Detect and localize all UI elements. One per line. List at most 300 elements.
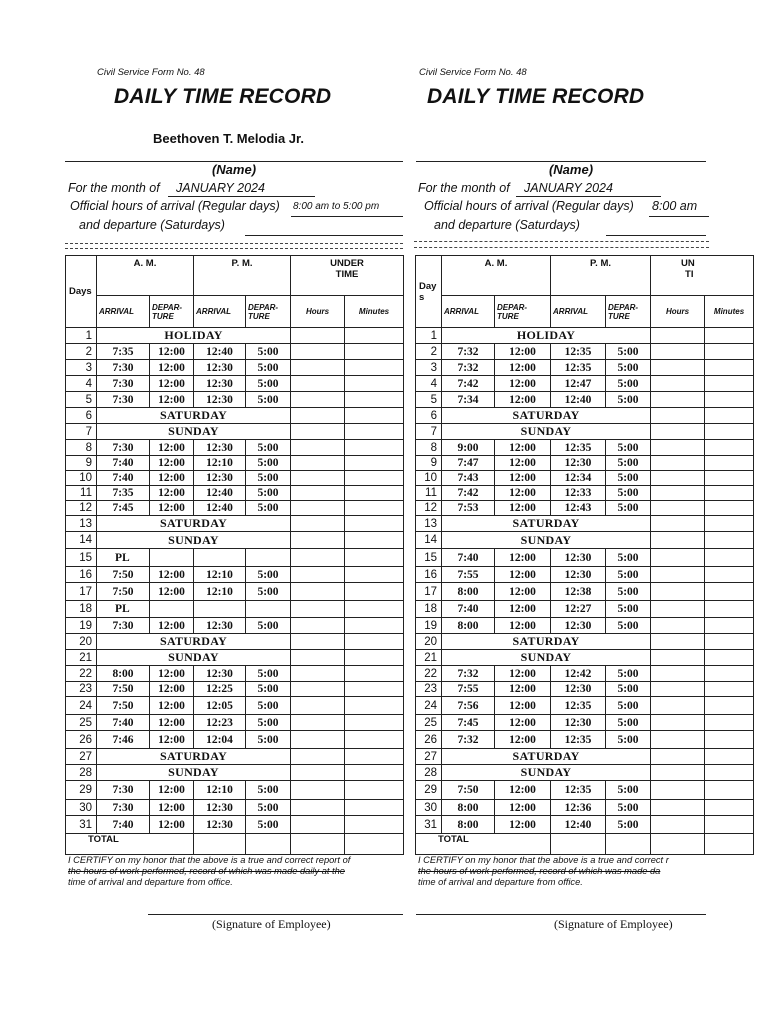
am-arrival: 8:00: [97, 666, 150, 682]
day-number: 11: [66, 486, 97, 501]
table-row: [66, 583, 404, 601]
pm-departure: 5:00: [606, 344, 651, 360]
certify-statement: [418, 855, 738, 888]
month-value: JANUARY 2024: [176, 181, 265, 195]
table-row: [66, 618, 404, 634]
am-arrival: 7:40: [97, 456, 150, 471]
undertime-hours: [651, 440, 705, 456]
minutes-header: Minutes: [705, 296, 754, 328]
day-number: 20: [416, 634, 442, 650]
undertime-minutes: [345, 471, 404, 486]
pm-arrival: 12:30: [194, 392, 246, 408]
table-row: [416, 715, 754, 731]
signature-line: [148, 914, 403, 915]
undertime-hours: [651, 634, 705, 650]
am-departure: 12:00: [495, 567, 551, 583]
month-line: [516, 196, 661, 197]
pm-departure: 5:00: [246, 360, 291, 376]
pm-arrival: 12:30: [551, 567, 606, 583]
am-departure: 12:00: [150, 583, 194, 601]
name-label: (Name): [211, 162, 257, 177]
pm-departure: 5:00: [606, 440, 651, 456]
official-hours-value: 8:00 am: [652, 199, 698, 213]
day-status: SATURDAY: [442, 408, 651, 424]
day-status: SUNDAY: [97, 424, 291, 440]
am-arrival: 7:40: [97, 471, 150, 486]
am-departure-header: [495, 296, 551, 328]
pm-arrival: 12:30: [194, 440, 246, 456]
undertime-minutes: [705, 697, 754, 715]
am-departure: 12:00: [150, 697, 194, 715]
am-departure: 12:00: [150, 360, 194, 376]
table-row: [66, 501, 404, 516]
am-departure: 12:00: [150, 781, 194, 800]
undertime-hours: [291, 731, 345, 749]
day-number: 6: [416, 408, 442, 424]
undertime-hours: [291, 816, 345, 834]
am-arrival: 8:00: [442, 618, 495, 634]
am-arrival: 8:00: [442, 800, 495, 816]
official-hours-line: [649, 216, 709, 217]
under-time-label: UNDER TIME: [330, 258, 364, 280]
undertime-minutes: [345, 424, 404, 440]
table-row: [416, 376, 754, 392]
day-status: SATURDAY: [442, 516, 651, 532]
day-number: 22: [416, 666, 442, 682]
undertime-minutes: [345, 781, 404, 800]
undertime-hours: [651, 486, 705, 501]
am-arrival: 9:00: [442, 440, 495, 456]
undertime-hours: [291, 501, 345, 516]
undertime-hours: [651, 618, 705, 634]
am-arrival: 8:00: [442, 583, 495, 601]
undertime-minutes: [345, 360, 404, 376]
undertime-minutes: [345, 486, 404, 501]
hours-header: Hours: [651, 296, 705, 328]
days-header: Days: [66, 256, 97, 328]
departure-label-2: TURE: [248, 311, 270, 321]
signature-line: [416, 914, 706, 915]
am-departure: 12:00: [150, 392, 194, 408]
table-row: [416, 549, 754, 567]
departure-line: [606, 235, 706, 236]
day-number: 1: [66, 328, 97, 344]
am-arrival: 7:32: [442, 344, 495, 360]
am-departure: 12:00: [150, 440, 194, 456]
table-row: [66, 344, 404, 360]
total-hours: [291, 834, 345, 855]
am-arrival-header: ARRIVAL: [97, 296, 150, 328]
am-header: A. M.: [442, 256, 551, 296]
pm-arrival: 12:30: [551, 549, 606, 567]
pm-departure-header: [606, 296, 651, 328]
am-departure: 12:00: [150, 376, 194, 392]
undertime-hours: [291, 549, 345, 567]
pm-departure: 5:00: [246, 697, 291, 715]
undertime-hours: [291, 440, 345, 456]
undertime-hours: [291, 360, 345, 376]
table-row: [416, 697, 754, 715]
am-departure: 12:00: [495, 816, 551, 834]
day-status: SUNDAY: [97, 650, 291, 666]
signature-label: (Signature of Employee): [554, 917, 673, 931]
am-departure: 12:00: [150, 682, 194, 697]
undertime-hours: [651, 392, 705, 408]
certify-line: time of arrival and departure from office.: [68, 877, 233, 887]
pm-departure: 5:00: [606, 731, 651, 749]
undertime-hours: [651, 601, 705, 618]
table-row: [66, 697, 404, 715]
table-row: [66, 816, 404, 834]
am-arrival-header: ARRIVAL: [442, 296, 495, 328]
am-arrival: 7:50: [97, 697, 150, 715]
pm-departure: 5:00: [606, 549, 651, 567]
table-row: [416, 781, 754, 800]
pm-arrival: 12:30: [551, 682, 606, 697]
day-number: 12: [416, 501, 442, 516]
undertime-hours: [291, 682, 345, 697]
am-arrival: 7:50: [97, 583, 150, 601]
pm-departure: 5:00: [606, 601, 651, 618]
am-departure: 12:00: [495, 376, 551, 392]
am-departure: 12:00: [495, 471, 551, 486]
table-row: [66, 408, 404, 424]
pm-arrival-header: ARRIVAL: [551, 296, 606, 328]
table-row: [416, 650, 754, 666]
undertime-minutes: [705, 424, 754, 440]
day-number: 16: [66, 567, 97, 583]
undertime-hours: [651, 501, 705, 516]
am-arrival: 7:46: [97, 731, 150, 749]
day-number: 3: [66, 360, 97, 376]
table-row: [66, 666, 404, 682]
am-departure: 12:00: [150, 715, 194, 731]
am-arrival: 7:32: [442, 731, 495, 749]
day-number: 17: [66, 583, 97, 601]
undertime-minutes: [345, 731, 404, 749]
undertime-hours: [651, 682, 705, 697]
undertime-minutes: [705, 328, 754, 344]
pm-arrival: 12:40: [551, 816, 606, 834]
day-number: 14: [416, 532, 442, 549]
am-arrival: 7:43: [442, 471, 495, 486]
pm-arrival: 12:35: [551, 344, 606, 360]
table-row: [66, 765, 404, 781]
pm-departure: 5:00: [246, 501, 291, 516]
day-number: 10: [66, 471, 97, 486]
undertime-minutes: [705, 583, 754, 601]
pm-departure: 5:00: [606, 567, 651, 583]
undertime-minutes: [705, 376, 754, 392]
pm-arrival: 12:35: [551, 781, 606, 800]
day-number: 30: [66, 800, 97, 816]
undertime-minutes: [705, 549, 754, 567]
departure-label-1: DEPAR-: [152, 302, 183, 312]
undertime-minutes: [345, 765, 404, 781]
form-number: Civil Service Form No. 48: [97, 67, 205, 78]
undertime-hours: [651, 549, 705, 567]
undertime-minutes: [705, 634, 754, 650]
official-hours-value: 8:00 am to 5:00 pm: [293, 201, 380, 212]
dashed-separator: [414, 247, 709, 248]
am-arrival: 7:40: [442, 549, 495, 567]
undertime-minutes: [345, 583, 404, 601]
pm-departure: 5:00: [606, 816, 651, 834]
undertime-hours: [291, 516, 345, 532]
undertime-minutes: [705, 392, 754, 408]
pm-arrival: 12:30: [551, 618, 606, 634]
am-departure: 12:00: [495, 618, 551, 634]
undertime-minutes: [345, 618, 404, 634]
pm-departure: 5:00: [606, 392, 651, 408]
pm-departure: 5:00: [246, 682, 291, 697]
undertime-minutes: [705, 715, 754, 731]
undertime-hours: [651, 471, 705, 486]
pm-departure: 5:00: [606, 456, 651, 471]
form-title: DAILY TIME RECORD: [114, 85, 332, 108]
under-time-header: [291, 256, 404, 296]
table-row: [416, 532, 754, 549]
day-status: SATURDAY: [97, 516, 291, 532]
table-row: [66, 549, 404, 567]
day-status: SUNDAY: [442, 650, 651, 666]
day-number: 10: [416, 471, 442, 486]
undertime-minutes: [705, 344, 754, 360]
undertime-minutes: [345, 682, 404, 697]
table-row: [416, 328, 754, 344]
pm-arrival: 12:30: [551, 715, 606, 731]
undertime-hours: [651, 328, 705, 344]
day-number: 4: [416, 376, 442, 392]
days-label-1: Day: [419, 280, 437, 292]
am-departure: 12:00: [495, 360, 551, 376]
undertime-minutes: [345, 601, 404, 618]
day-number: 7: [66, 424, 97, 440]
table-row: [66, 731, 404, 749]
undertime-hours: [291, 618, 345, 634]
table-row: [66, 601, 404, 618]
leave-marker: PL: [97, 549, 150, 567]
table-row: [66, 516, 404, 532]
table-row: [416, 618, 754, 634]
day-number: 15: [416, 549, 442, 567]
day-number: 18: [66, 601, 97, 618]
pm-departure: 5:00: [606, 682, 651, 697]
table-row: [416, 583, 754, 601]
undertime-hours: [651, 731, 705, 749]
departure-label-1: DEPAR-: [497, 302, 528, 312]
signature-label: (Signature of Employee): [212, 917, 331, 931]
pm-departure: 5:00: [246, 567, 291, 583]
pm-arrival: 12:35: [551, 731, 606, 749]
am-departure: 12:00: [150, 471, 194, 486]
undertime-minutes: [705, 501, 754, 516]
day-number: 28: [66, 765, 97, 781]
undertime-minutes: [705, 601, 754, 618]
empty-cell: [194, 834, 246, 855]
day-number: 14: [66, 532, 97, 549]
am-arrival: 8:00: [442, 816, 495, 834]
pm-departure: 5:00: [246, 471, 291, 486]
undertime-minutes: [705, 749, 754, 765]
undertime-hours: [651, 516, 705, 532]
undertime-minutes: [345, 634, 404, 650]
undertime-hours: [291, 471, 345, 486]
table-row: [66, 392, 404, 408]
pm-arrival-header: ARRIVAL: [194, 296, 246, 328]
day-number: 18: [416, 601, 442, 618]
day-number: 8: [66, 440, 97, 456]
am-arrival: 7:30: [97, 376, 150, 392]
am-header: A. M.: [97, 256, 194, 296]
am-departure: 12:00: [495, 344, 551, 360]
am-arrival: 7:55: [442, 567, 495, 583]
undertime-minutes: [345, 440, 404, 456]
empty-cell: [246, 834, 291, 855]
undertime-hours: [651, 800, 705, 816]
hours-header: Hours: [291, 296, 345, 328]
undertime-hours: [291, 650, 345, 666]
departure-label-1: DEPAR-: [248, 302, 279, 312]
pm-arrival: 12:30: [194, 800, 246, 816]
empty-cell: [150, 549, 194, 567]
pm-departure: 5:00: [246, 618, 291, 634]
undertime-minutes: [345, 567, 404, 583]
undertime-minutes: [705, 456, 754, 471]
pm-arrival: 12:33: [551, 486, 606, 501]
am-departure: 12:00: [495, 800, 551, 816]
day-status: SATURDAY: [442, 749, 651, 765]
undertime-hours: [291, 601, 345, 618]
day-number: 27: [66, 749, 97, 765]
undertime-hours: [651, 765, 705, 781]
undertime-minutes: [705, 650, 754, 666]
am-arrival: 7:30: [97, 781, 150, 800]
undertime-minutes: [345, 697, 404, 715]
certify-line: the hours of work performed, record of which was made daily at the: [68, 866, 345, 876]
day-number: 5: [66, 392, 97, 408]
undertime-hours: [291, 781, 345, 800]
pm-arrival: 12:40: [194, 344, 246, 360]
pm-departure: 5:00: [246, 800, 291, 816]
day-status: SUNDAY: [442, 765, 651, 781]
am-arrival: 7:40: [442, 601, 495, 618]
day-status: SUNDAY: [442, 532, 651, 549]
undertime-minutes: [705, 360, 754, 376]
undertime-minutes: [345, 715, 404, 731]
table-row: [416, 601, 754, 618]
am-departure: 12:00: [150, 567, 194, 583]
departure-line: [245, 235, 403, 236]
pm-departure: 5:00: [606, 618, 651, 634]
day-number: 5: [416, 392, 442, 408]
am-arrival: 7:42: [442, 486, 495, 501]
undertime-minutes: [345, 344, 404, 360]
under-time-label-2: TI: [685, 269, 694, 280]
am-departure: 12:00: [495, 501, 551, 516]
empty-cell: [246, 601, 291, 618]
day-number: 17: [416, 583, 442, 601]
undertime-minutes: [705, 567, 754, 583]
undertime-minutes: [345, 408, 404, 424]
under-time-label-1: UN: [681, 258, 695, 269]
total-label: TOTAL: [416, 834, 551, 855]
am-departure: 12:00: [495, 666, 551, 682]
table-row: [66, 328, 404, 344]
pm-arrival: 12:40: [194, 486, 246, 501]
day-status: HOLIDAY: [97, 328, 291, 344]
table-row: [66, 800, 404, 816]
day-number: 24: [66, 697, 97, 715]
am-departure: 12:00: [495, 440, 551, 456]
undertime-hours: [651, 567, 705, 583]
certify-line: time of arrival and departure from office.: [418, 877, 583, 887]
undertime-minutes: [345, 328, 404, 344]
undertime-hours: [651, 408, 705, 424]
table-row: [66, 440, 404, 456]
table-row: [66, 471, 404, 486]
empty-cell: [194, 549, 246, 567]
pm-departure-header: [246, 296, 291, 328]
undertime-minutes: [705, 471, 754, 486]
am-arrival: 7:40: [97, 715, 150, 731]
am-arrival: 7:50: [442, 781, 495, 800]
undertime-hours: [291, 328, 345, 344]
day-number: 29: [66, 781, 97, 800]
pm-arrival: 12:40: [551, 392, 606, 408]
total-label: TOTAL: [66, 834, 194, 855]
day-status: HOLIDAY: [442, 328, 651, 344]
am-departure: 12:00: [495, 781, 551, 800]
undertime-minutes: [345, 666, 404, 682]
table-row: [416, 471, 754, 486]
day-status: SATURDAY: [97, 634, 291, 650]
leave-marker: PL: [97, 601, 150, 618]
pm-arrival: 12:47: [551, 376, 606, 392]
month-label: For the month of: [68, 181, 160, 195]
day-status: SATURDAY: [97, 749, 291, 765]
day-number: 24: [416, 697, 442, 715]
pm-arrival: 12:30: [194, 666, 246, 682]
undertime-hours: [291, 567, 345, 583]
undertime-minutes: [345, 650, 404, 666]
day-status: SUNDAY: [97, 532, 291, 549]
day-number: 16: [416, 567, 442, 583]
undertime-hours: [651, 360, 705, 376]
table-row: [416, 392, 754, 408]
pm-departure: 5:00: [246, 440, 291, 456]
pm-departure: 5:00: [606, 486, 651, 501]
pm-header: P. M.: [551, 256, 651, 296]
official-hours-label: Official hours of arrival (Regular days): [424, 199, 634, 213]
pm-departure: 5:00: [606, 471, 651, 486]
day-number: 7: [416, 424, 442, 440]
table-row: [66, 360, 404, 376]
am-arrival: 7:30: [97, 618, 150, 634]
am-departure: 12:00: [495, 456, 551, 471]
am-arrival: 7:47: [442, 456, 495, 471]
official-hours-line: [291, 216, 403, 217]
certify-statement: [68, 855, 408, 888]
day-number: 20: [66, 634, 97, 650]
empty-cell: [150, 601, 194, 618]
total-row: [66, 834, 404, 855]
pm-arrival: 12:10: [194, 567, 246, 583]
empty-cell: [551, 834, 606, 855]
undertime-hours: [291, 344, 345, 360]
month-label: For the month of: [418, 181, 510, 195]
undertime-minutes: [705, 486, 754, 501]
